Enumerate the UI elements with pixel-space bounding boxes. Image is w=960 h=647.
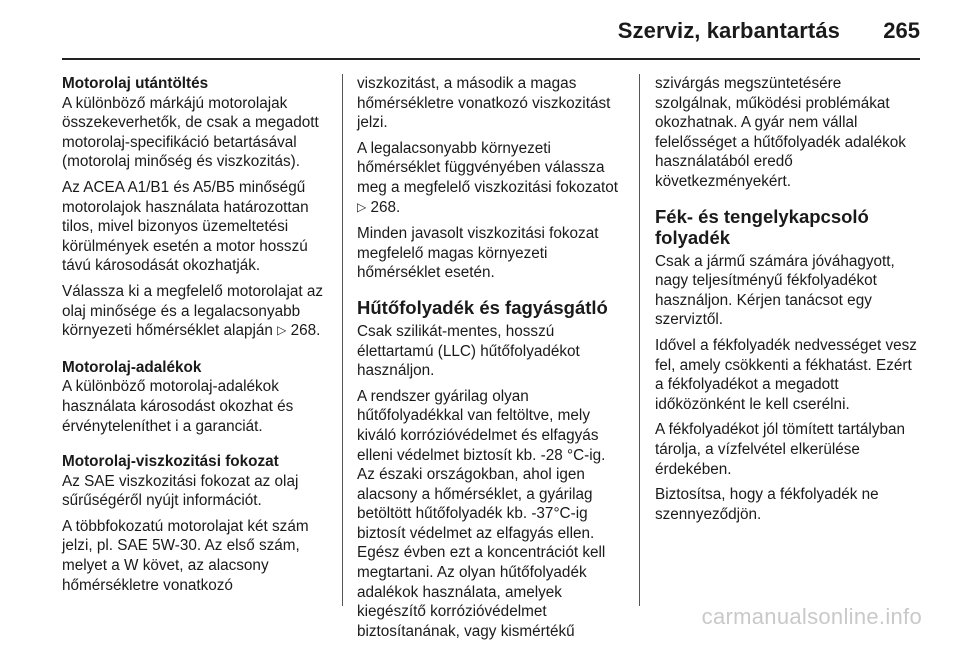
paragraph: A többfokozatú motorolajat két szám jelzi, pl. SAE 5W-30. Az első szám, melyet a W követ, az alacsony hőmérsékletre vonatkozó xyxy=(62,517,309,594)
paragraph: A rendszer gyárilag olyan hűtőfolyadékkal van feltöltve, mely kiváló korrózióvédelmet és elfagyás elleni védelmet biztosít kb. -28 °C-ig. Az északi országokban, ahol igen alacsony a hőmérséklet, a gyárilag betöltött hűtőfolyadék kb. -37°C-ig biztosít védelmet az elfagyás ellen. Egész évben ezt a koncentrációt kell megtartani. Az olyan hűtőfolyadék adalékok használata, amelyek kiegészítő korrózióvédelmet biztosítanának, vagy kismértékű xyxy=(357,387,606,640)
page-title: Szerviz, karbantartás xyxy=(617,18,840,43)
column-divider xyxy=(342,74,343,606)
column-divider xyxy=(639,74,640,606)
paragraph: Az ACEA A1/B1 és A5/B5 minőségű motorolajok használata határozottan tilos, mivel bizonyos üzemeltetési körülmények esetén a motor hosszú távú károsodását okozhatják. xyxy=(62,178,309,275)
page-reference-arrow-icon: ▷ xyxy=(277,323,287,338)
paragraph: Minden javasolt viszkozitási fokozat megfelelő magas környezeti hőmérséklet esetén. xyxy=(357,225,599,282)
paragraph-text: A legalacsonyabb környezeti hőmérséklet függvényében válassza meg a megfelelő viszkozitási fokozatot xyxy=(357,139,619,196)
page-number: 265 xyxy=(883,18,920,43)
paragraph: A fékfolyadékot jól tömített tartályban tárolja, a vízfelvétel elkerülése érdekében. xyxy=(655,421,905,478)
heading-coolant: Hűtőfolyadék és fagyásgátló xyxy=(357,296,608,318)
watermark: carmanualsonline.info xyxy=(701,604,922,629)
column-middle xyxy=(357,74,623,647)
paragraph: Csak a jármű számára jóváhagyott, nagy teljesítményű fékfolyadékot használjon. Kérjen tanácsot egy szerviztől. xyxy=(655,252,895,329)
paragraph: A különböző márkájú motorolajak összekeverhetők, de csak a megadott motorolaj-specifikáció betartásával (motorolaj minőség és viszkozitás). xyxy=(62,94,319,171)
heading-brake-fluid: Fék- és tengelykapcsoló folyadék xyxy=(655,205,869,248)
paragraph: Biztosítsa, hogy a fékfolyadék ne szennyeződjön. xyxy=(655,486,879,523)
paragraph: A különböző motorolaj-adalékok használata károsodást okozhat és érvényteleníthet i a garanciát. xyxy=(62,378,294,435)
paragraph xyxy=(62,282,328,342)
paragraph: Idővel a fékfolyadék nedvességet vesz fel, amely csökkenti a fékhatást. Ezért a fékfolyadékot a megadott időközönként le kell cserélni. xyxy=(655,336,917,413)
paragraph: Csak szilikát-mentes, hosszú élettartamú (LLC) hűtőfolyadékot használjon. xyxy=(357,322,580,380)
page-reference-link[interactable]: 268. xyxy=(370,198,401,216)
paragraph: szivárgás megszüntetésére szolgálnak, működési problémákat okozhatnak. A gyár nem vállal felelősséget a hűtőfolyadék adalékok használatából eredő következményekért. xyxy=(655,75,906,190)
section-title-oil-viscosity: Motorolaj-viszkozitási fokozat xyxy=(62,453,279,471)
paragraph xyxy=(357,139,623,218)
column-right xyxy=(655,74,921,530)
paragraph: Az SAE viszkozitási fokozat az olaj sűrűségéről nyújt információt. xyxy=(62,472,299,510)
column-left xyxy=(62,74,328,601)
page-reference-link[interactable]: 268. xyxy=(290,322,321,340)
page-header xyxy=(0,0,960,62)
section-title-oil-additives: Motorolaj-adalékok xyxy=(62,358,202,376)
page-reference-arrow-icon: ▷ xyxy=(357,199,367,214)
header-rule xyxy=(62,58,920,60)
section-title-oil-refill: Motorolaj utántöltés xyxy=(62,75,209,92)
paragraph: viszkozitást, a második a magas hőmérsékletre vonatkozó viszkozitást jelzi. xyxy=(357,75,611,132)
paragraph-text: Válassza ki a megfelelő motorolajat az olaj minősége és a legalacsonyabb környezeti hőmérséklet alapján xyxy=(62,282,324,340)
